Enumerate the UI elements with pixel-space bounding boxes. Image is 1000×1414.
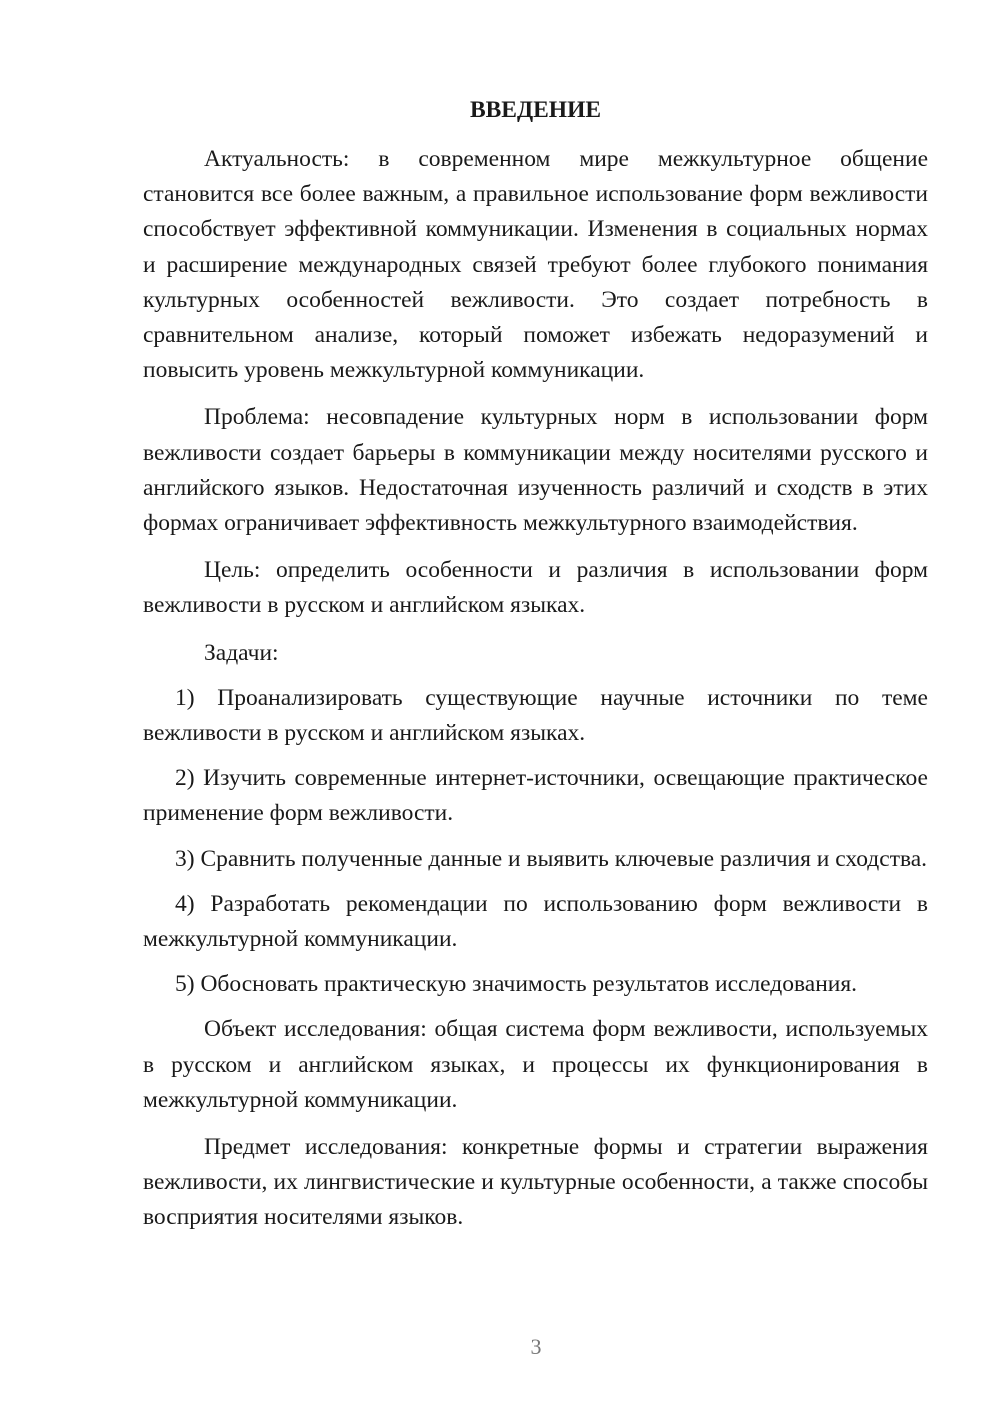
section-title: ВВЕДЕНИЕ	[469, 97, 602, 123]
task-item-2: 2) Изучить современные интернет-источники, освещающие практическое применение форм вежливости.	[143, 765, 928, 827]
task-item-1: 1) Проанализировать существующие научные источники по теме вежливости в русском и английском языках.	[143, 684, 928, 747]
task-item-5: 5) Обосновать практическую значимость результатов исследования.	[175, 971, 858, 998]
tasks-heading: Задачи:	[204, 639, 279, 666]
paragraph-object: Объект исследования: общая система форм вежливости, используемых в русском и английском языках, и процессы их функционирования в межкультурной коммуникации.	[143, 1016, 928, 1113]
task-item-3: 3) Сравнить полученные данные и выявить ключевые различия и сходства.	[175, 845, 928, 872]
task-item-4: 4) Разработать рекомендации по использованию форм вежливости в межкультурной коммуникации.	[143, 890, 928, 953]
paragraph-problem: Проблема: несовпадение культурных норм в использовании форм вежливости создает барьеры в коммуникации между носителями русского и английского языков. Недостаточная изученность различий и сходств в этих формах ограничивает эффективность межкультурного взаимодействия.	[143, 404, 928, 537]
paragraph-relevance: Актуальность: в современном мире межкультурное общение становится все более важным, а правильное использование форм вежливости способствует эффективной коммуникации. Изменения в социальных нормах и расширение международных связей требуют более глубокого понимания культурных особенностей вежливости. Это создает потребность в сравнительном анализе, который поможет избежать недоразумений и повысить уровень межкультурной коммуникации.	[143, 146, 928, 384]
page-number: 3	[530, 1334, 542, 1359]
paragraph-subject: Предмет исследования: конкретные формы и стратегии выражения вежливости, их лингвистические и культурные особенности, а также способы восприятия носителями языков.	[143, 1134, 928, 1231]
paragraph-goal: Цель: определить особенности и различия в использовании форм вежливости в русском и английском языках.	[143, 557, 928, 619]
document-page	[143, 92, 928, 1248]
